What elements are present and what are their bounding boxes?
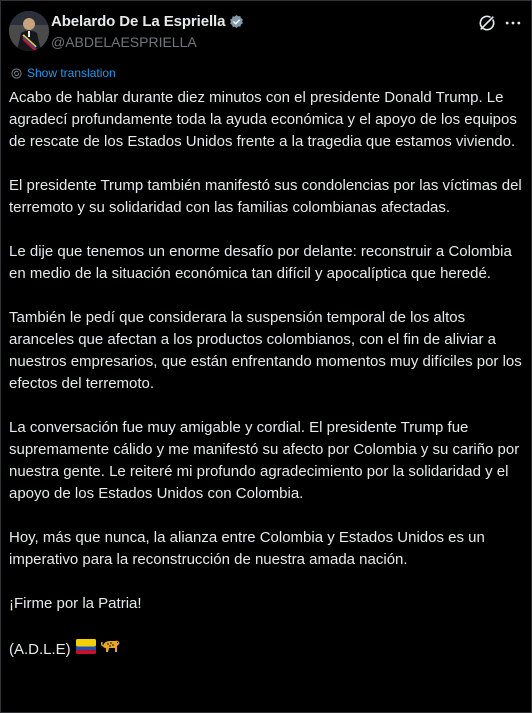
verified-badge-icon: [228, 13, 245, 30]
post-paragraph: Hoy, más que nunca, la alianza entre Colombia y Estados Unidos es un imperativo para la reconstrucción de nuestra amada nación.: [9, 529, 485, 568]
author-name-row[interactable]: [51, 13, 245, 30]
signature-row: [9, 637, 523, 662]
post-paragraph: También le pedí que considerara la suspensión temporal de los altos aranceles que afectan a los productos colombianos, con el fin de aliviar a nuestros empresarios, que están enfrentando momentos muy difíciles por los efectos del terremoto.: [9, 309, 522, 392]
post-signature: (A.D.L.E): [9, 640, 71, 658]
post-paragraph: ¡Firme por la Patria!: [9, 595, 142, 612]
grok-icon[interactable]: [477, 13, 497, 33]
post-text: [9, 87, 523, 662]
post-paragraph: Acabo de hablar durante diez minutos con el presidente Donald Trump. Le agradecí profundamente toda la ayuda económica y el apoyo de los equipos de rescate de los Estados Unidos frente a la tragedia que estamos viviendo.: [9, 89, 517, 150]
post-header: [9, 9, 523, 59]
author-handle[interactable]: @ABDELAESPRIELLA: [51, 34, 197, 50]
post-paragraph: El presidente Trump también manifestó sus condolencias por las víctimas del terremoto y su solidaridad con las familias colombianas afectadas.: [9, 177, 522, 216]
post-paragraph: La conversación fue muy amigable y cordial. El presidente Trump fue supremamente cálido y me manifestó su afecto por Colombia y su cariño por nuestra gente. Le reiteré mi profundo agradecimiento por la solidaridad y el apoyo de los Estados Unidos con Colombia.: [9, 419, 520, 502]
translate-icon: [10, 67, 23, 80]
author-display-name[interactable]: Abelardo De La Espriella: [51, 13, 226, 30]
show-translation-label[interactable]: Show translation: [27, 66, 116, 80]
more-icon[interactable]: [503, 13, 523, 33]
avatar[interactable]: [9, 11, 49, 51]
post-paragraph: Le dije que tenemos un enorme desafío por delante: reconstruir a Colombia en medio de la situación económica tan difícil y apocalíptica que heredé.: [9, 243, 512, 282]
colombia-flag-icon: [76, 639, 96, 661]
leopard-icon: [101, 637, 121, 662]
show-translation-link[interactable]: [10, 66, 116, 80]
